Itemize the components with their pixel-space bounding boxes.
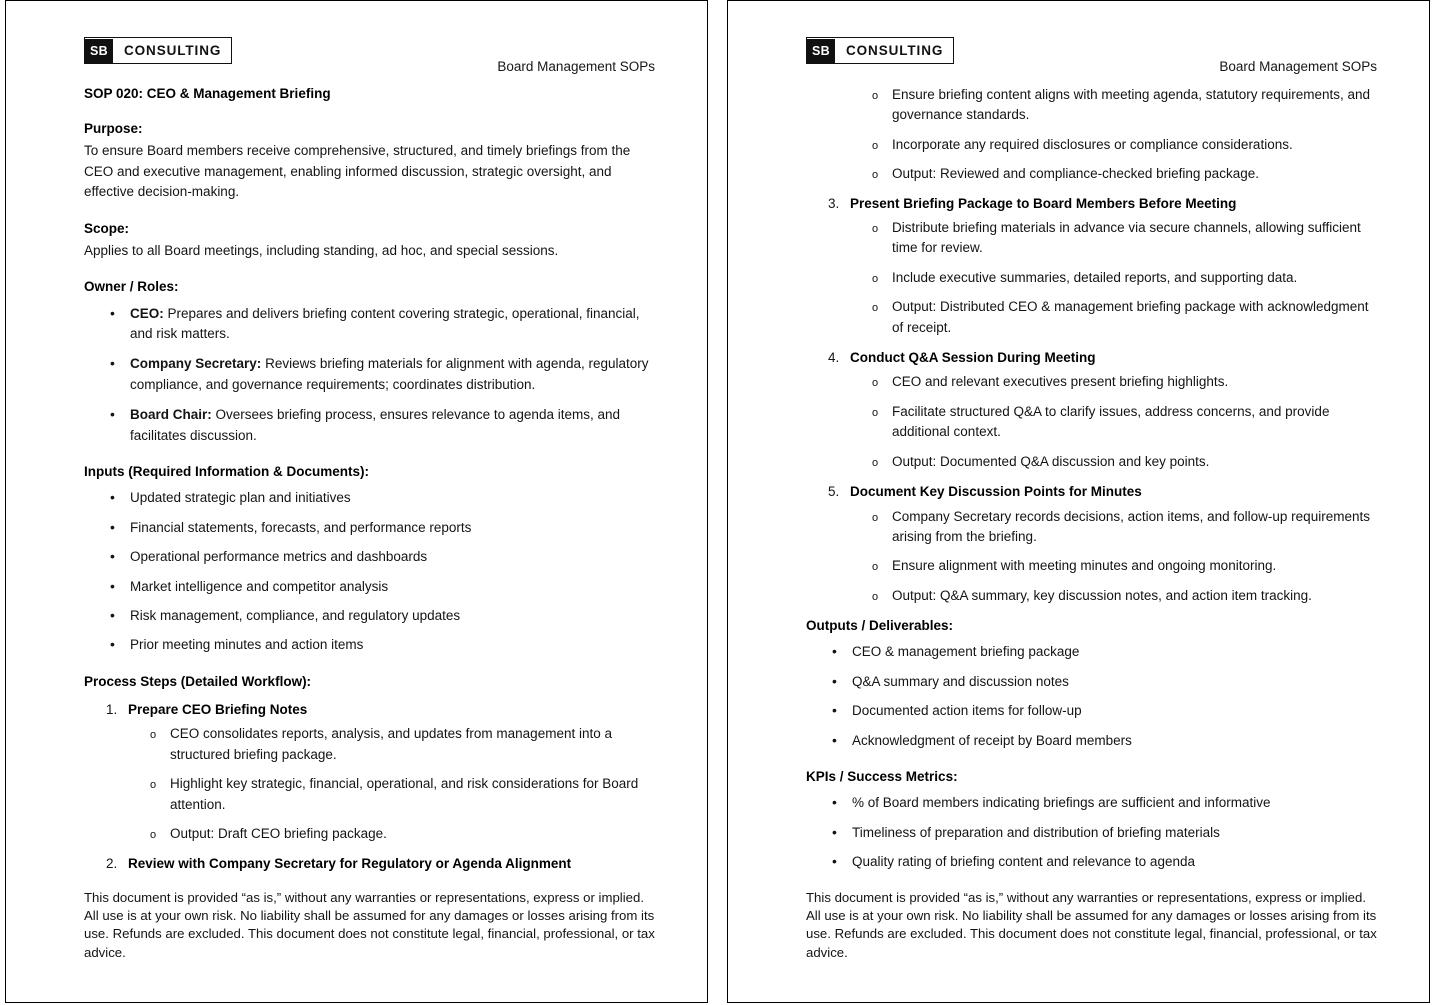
section-heading-inputs: Inputs (Required Information & Documents): <box>84 464 369 480</box>
page-left <box>5 0 708 1003</box>
list-item <box>84 304 655 345</box>
page-right-content <box>806 1 1377 1002</box>
section-heading-scope: Scope: <box>84 220 130 236</box>
list-item: o Output: Documented Q&A discussion and key points. <box>850 452 1377 472</box>
list-item: o Incorporate any required disclosures or compliance considerations. <box>806 135 1377 155</box>
step-sub-list <box>850 372 1377 472</box>
role-text: Oversees briefing process, ensures relevance to agenda items, and facilitates discussion. <box>130 407 620 443</box>
list-item: o Company Secretary records decisions, action items, and follow-up requirements arising from the briefing. <box>850 507 1377 548</box>
process-step <box>806 194 1377 338</box>
list-item: o Ensure alignment with meeting minutes and ongoing monitoring. <box>850 556 1377 576</box>
list-item: • Updated strategic plan and initiatives <box>84 488 655 508</box>
list-item: • Acknowledgment of receipt by Board members <box>806 731 1377 751</box>
list-item: • % of Board members indicating briefings are sufficient and informative <box>806 793 1377 813</box>
list-item: • Risk management, compliance, and regulatory updates <box>84 606 655 626</box>
list-item: • Market intelligence and competitor analysis <box>84 577 655 597</box>
list-item: o Highlight key strategic, financial, operational, and risk considerations for Board attention. <box>128 774 655 815</box>
list-item: o Output: Q&A summary, key discussion notes, and action item tracking. <box>850 586 1377 606</box>
list-item: • Quality rating of briefing content and relevance to agenda <box>806 852 1377 872</box>
section-heading-purpose: Purpose: <box>84 121 143 137</box>
list-item: o Include executive summaries, detailed reports, and supporting data. <box>850 268 1377 288</box>
section-heading-owner-roles: Owner / Roles: <box>84 279 179 295</box>
role-label: Board Chair: <box>130 407 212 423</box>
sb-consulting-logo <box>84 37 232 64</box>
process-steps-list <box>84 700 655 875</box>
step-sub-list <box>850 507 1377 607</box>
header-title-right: Board Management SOPs <box>497 59 655 74</box>
section-heading-process-steps: Process Steps (Detailed Workflow): <box>84 673 312 689</box>
page-left-content <box>84 1 655 1002</box>
list-item: o CEO consolidates reports, analysis, and updates from management into a structured briefing package. <box>128 724 655 765</box>
header-title-right: Board Management SOPs <box>1219 59 1377 74</box>
section-heading-outputs: Outputs / Deliverables: <box>806 618 954 634</box>
role-text: Reviews briefing materials for alignment with agenda, regulatory compliance, and governance requirements; coordinates distribution. <box>130 356 649 392</box>
step-title: Prepare CEO Briefing Notes <box>128 701 308 717</box>
list-item: • Operational performance metrics and dashboards <box>84 547 655 567</box>
list-item: o Output: Reviewed and compliance-checked briefing package. <box>806 164 1377 184</box>
logo-mark-sb: SB <box>807 39 835 63</box>
logo-mark-sb: SB <box>85 39 113 63</box>
page-right-body <box>806 85 1377 881</box>
process-steps-list-continued <box>806 194 1377 607</box>
page-header-left <box>84 1 655 74</box>
list-item: • Prior meeting minutes and action items <box>84 635 655 655</box>
list-item: • Q&A summary and discussion notes <box>806 672 1377 692</box>
role-label: CEO: <box>130 305 164 321</box>
list-item: • Financial statements, forecasts, and performance reports <box>84 518 655 538</box>
outputs-list <box>806 642 1377 751</box>
step-title: Conduct Q&A Session During Meeting <box>850 350 1096 366</box>
process-step <box>806 482 1377 606</box>
step-title: Document Key Discussion Points for Minutes <box>850 484 1142 500</box>
purpose-text: To ensure Board members receive comprehensive, structured, and timely briefings from the CEO and executive management, enabling informed discussion, strategic oversight, and effective decision-making. <box>84 143 631 200</box>
list-item: o Distribute briefing materials in advance via secure channels, allowing sufficient time for review. <box>850 218 1377 259</box>
logo-word-consulting: CONSULTING <box>846 43 944 58</box>
list-item: • Timeliness of preparation and distribution of briefing materials <box>806 823 1377 843</box>
page-header-right <box>806 1 1377 74</box>
disclaimer-text-right: This document is provided “as is,” without any warranties or representations, express or implied. All use is at your own risk. No liability shall be assumed for any damages or losses arising from its use. Refunds are excluded. This document does not constitute legal, financial, professional, or tax advice. <box>806 890 1377 960</box>
owner-roles-list <box>84 304 655 446</box>
list-item: o Output: Distributed CEO & management briefing package with acknowledgment of receipt. <box>850 297 1377 338</box>
list-item: • CEO & management briefing package <box>806 642 1377 662</box>
list-item: o CEO and relevant executives present briefing highlights. <box>850 372 1377 392</box>
scope-text: Applies to all Board meetings, including standing, ad hoc, and special sessions. <box>84 242 559 258</box>
disclaimer-text-left: This document is provided “as is,” without any warranties or representations, express or implied. All use is at your own risk. No liability shall be assumed for any damages or losses arising from its use. Refunds are excluded. This document does not constitute legal, financial, professional, or tax advice. <box>84 890 655 960</box>
kpis-list <box>806 793 1377 872</box>
process-step <box>806 348 1377 472</box>
role-label: Company Secretary: <box>130 356 262 372</box>
process-step <box>84 854 655 874</box>
page-title: SOP 020: CEO & Management Briefing <box>84 86 331 101</box>
step-sub-list <box>128 724 655 844</box>
list-item: o Output: Draft CEO briefing package. <box>128 824 655 844</box>
page-left-body <box>84 85 655 881</box>
continued-step-sub-list <box>806 85 1377 185</box>
list-item <box>84 354 655 395</box>
section-heading-kpis: KPIs / Success Metrics: <box>806 769 958 784</box>
page-right <box>727 0 1430 1003</box>
sb-consulting-logo <box>806 37 954 64</box>
process-step <box>84 700 655 844</box>
list-item: o Ensure briefing content aligns with meeting agenda, statutory requirements, and governance standards. <box>806 85 1377 126</box>
role-text: Prepares and delivers briefing content covering strategic, operational, financial, and risk matters. <box>130 305 640 341</box>
step-title: Present Briefing Package to Board Members Before Meeting <box>850 195 1237 211</box>
step-title: Review with Company Secretary for Regulatory or Agenda Alignment <box>128 856 572 872</box>
logo-word-consulting: CONSULTING <box>124 43 222 58</box>
list-item <box>84 405 655 446</box>
inputs-list <box>84 488 655 655</box>
list-item: o Facilitate structured Q&A to clarify issues, address concerns, and provide additional context. <box>850 402 1377 443</box>
list-item: • Documented action items for follow-up <box>806 701 1377 721</box>
step-sub-list <box>850 218 1377 338</box>
